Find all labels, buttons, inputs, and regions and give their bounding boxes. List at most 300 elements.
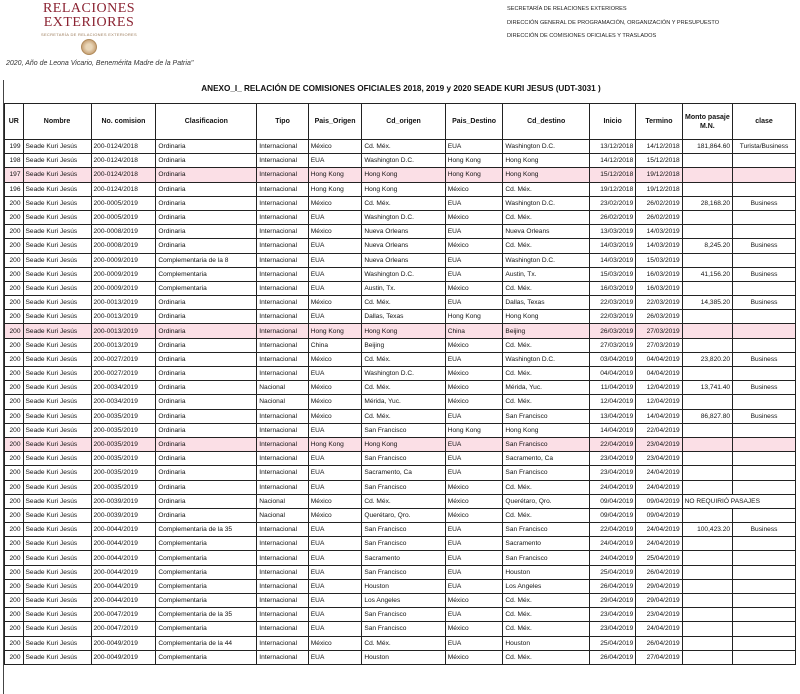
cell-termino: 27/04/2019 — [636, 650, 682, 664]
cell-cd-origen: Los Angeles — [362, 594, 445, 608]
cell-pais-origen: México — [308, 395, 362, 409]
cell-cd-origen: Washington D.C. — [362, 154, 445, 168]
cell-tipo: Internacional — [257, 622, 308, 636]
cell-pais-destino: EUA — [445, 608, 503, 622]
cell-termino: 14/04/2019 — [636, 409, 682, 423]
cell-monto — [682, 466, 732, 480]
cell-cd-destino: Querétaro, Qro. — [503, 494, 590, 508]
cell-nombre: Seade Kuri Jesús — [23, 225, 91, 239]
table-row — [5, 579, 796, 593]
cell-pais-destino: EUA — [445, 636, 503, 650]
cell-pais-destino: México — [445, 480, 503, 494]
cell-pais-origen: Hong Kong — [308, 182, 362, 196]
cell-inicio: 23/04/2019 — [589, 622, 635, 636]
cell-nombre: Seade Kuri Jesús — [23, 466, 91, 480]
cell-cd-destino: Cd. Méx. — [503, 210, 590, 224]
table-row — [5, 551, 796, 565]
table-row — [5, 281, 796, 295]
cell-pais-origen: EUA — [308, 622, 362, 636]
col-header-inicio: Inicio — [589, 104, 635, 140]
cell-inicio: 09/04/2019 — [589, 508, 635, 522]
cell-tipo: Internacional — [257, 296, 308, 310]
cell-ur: 200 — [5, 423, 24, 437]
cell-cd-origen: San Francisco — [362, 622, 445, 636]
cell-clase: Business — [733, 352, 796, 366]
cell-inicio: 23/04/2019 — [589, 466, 635, 480]
cell-ur: 200 — [5, 352, 24, 366]
cell-pais-origen: EUA — [308, 267, 362, 281]
cell-termino: 26/02/2019 — [636, 210, 682, 224]
cell-clasificacion: Complementaria de la 44 — [156, 636, 257, 650]
table-body — [5, 140, 796, 665]
cell-ur: 200 — [5, 480, 24, 494]
cell-monto — [682, 551, 732, 565]
cell-no-comision: 200-0009/2019 — [91, 267, 156, 281]
cell-inicio: 22/03/2019 — [589, 296, 635, 310]
cell-clase — [733, 622, 796, 636]
cell-monto — [682, 480, 732, 494]
cell-inicio: 24/04/2019 — [589, 551, 635, 565]
cell-cd-origen: San Francisco — [362, 608, 445, 622]
cell-cd-origen: Washington D.C. — [362, 267, 445, 281]
cell-tipo: Internacional — [257, 352, 308, 366]
cell-pais-origen: EUA — [308, 423, 362, 437]
cell-ur: 200 — [5, 650, 24, 664]
cell-pais-destino: EUA — [445, 579, 503, 593]
cell-clase — [733, 636, 796, 650]
cell-clasificacion: Ordinaria — [156, 508, 257, 522]
cell-ur: 200 — [5, 267, 24, 281]
cell-ur: 200 — [5, 381, 24, 395]
cell-monto — [682, 324, 732, 338]
cell-cd-origen: Cd. Méx. — [362, 140, 445, 154]
table-row — [5, 296, 796, 310]
cell-pais-destino: México — [445, 650, 503, 664]
cell-clasificacion: Ordinaria — [156, 367, 257, 381]
cell-pais-destino: México — [445, 338, 503, 352]
col-header-cd-origen: Cd_origen — [362, 104, 445, 140]
cell-monto — [682, 395, 732, 409]
cell-pais-destino: EUA — [445, 409, 503, 423]
cell-inicio: 14/03/2019 — [589, 239, 635, 253]
cell-nombre: Seade Kuri Jesús — [23, 594, 91, 608]
cell-clasificacion: Complementaria — [156, 594, 257, 608]
table-row — [5, 239, 796, 253]
cell-nombre: Seade Kuri Jesús — [23, 210, 91, 224]
cell-inicio: 13/03/2019 — [589, 225, 635, 239]
cell-tipo: Internacional — [257, 168, 308, 182]
logo-subtitle: SECRETARÍA DE RELACIONES EXTERIORES — [40, 32, 137, 37]
cell-clase — [733, 210, 796, 224]
cell-monto — [682, 182, 732, 196]
cell-no-comision: 200-0034/2019 — [91, 395, 156, 409]
cell-inicio: 04/04/2019 — [589, 367, 635, 381]
cell-nombre: Seade Kuri Jesús — [23, 523, 91, 537]
cell-nombre: Seade Kuri Jesús — [23, 168, 91, 182]
cell-clasificacion: Ordinaria — [156, 452, 257, 466]
cell-termino: 12/04/2019 — [636, 381, 682, 395]
cell-cd-origen: Nueva Orleans — [362, 253, 445, 267]
cell-pais-destino: EUA — [445, 140, 503, 154]
cell-pais-origen: Hong Kong — [308, 437, 362, 451]
cell-cd-origen: Sacramento — [362, 551, 445, 565]
cell-termino: 29/04/2019 — [636, 594, 682, 608]
cell-pais-destino: Hong Kong — [445, 168, 503, 182]
cell-pais-destino: EUA — [445, 196, 503, 210]
cell-cd-origen: Querétaro, Qro. — [362, 508, 445, 522]
cell-clase — [733, 508, 796, 522]
table-row — [5, 395, 796, 409]
cell-monto — [682, 579, 732, 593]
cell-clasificacion: Complementaria — [156, 267, 257, 281]
cell-clase: Business — [733, 409, 796, 423]
cell-cd-destino: Cd. Méx. — [503, 239, 590, 253]
cell-cd-destino: Washington D.C. — [503, 253, 590, 267]
cell-cd-destino: Washington D.C. — [503, 352, 590, 366]
cell-inicio: 23/02/2019 — [589, 196, 635, 210]
cell-no-comision: 200-0124/2018 — [91, 182, 156, 196]
cell-inicio: 14/12/2018 — [589, 154, 635, 168]
table-row — [5, 452, 796, 466]
cell-ur: 200 — [5, 466, 24, 480]
sre-logo — [34, 2, 144, 55]
table-row — [5, 338, 796, 352]
cell-clasificacion: Complementaria — [156, 579, 257, 593]
cell-tipo: Internacional — [257, 281, 308, 295]
cell-clasificacion: Ordinaria — [156, 140, 257, 154]
cell-ur: 196 — [5, 182, 24, 196]
cell-monto: 181,864.60 — [682, 140, 732, 154]
cell-clasificacion: Ordinaria — [156, 296, 257, 310]
cell-inicio: 26/02/2019 — [589, 210, 635, 224]
table-row — [5, 650, 796, 664]
cell-clasificacion: Ordinaria — [156, 168, 257, 182]
cell-pais-origen: México — [308, 494, 362, 508]
cell-clasificacion: Complementaria — [156, 537, 257, 551]
cell-inicio: 23/04/2019 — [589, 608, 635, 622]
cell-pais-origen: México — [308, 636, 362, 650]
cell-cd-origen: Hong Kong — [362, 437, 445, 451]
cell-tipo: Internacional — [257, 154, 308, 168]
cell-inicio: 16/03/2019 — [589, 281, 635, 295]
cell-ur: 200 — [5, 551, 24, 565]
cell-pais-origen: EUA — [308, 523, 362, 537]
cell-no-comision: 200-0124/2018 — [91, 168, 156, 182]
cell-pais-origen: EUA — [308, 154, 362, 168]
cell-inicio: 19/12/2018 — [589, 182, 635, 196]
dept-line-2: DIRECCIÓN GENERAL DE PROGRAMACIÓN, ORGANIZACIÓN Y PRESUPUESTO — [507, 20, 720, 26]
cell-pais-destino: EUA — [445, 352, 503, 366]
cell-nombre: Seade Kuri Jesús — [23, 267, 91, 281]
cell-nombre: Seade Kuri Jesús — [23, 650, 91, 664]
cell-monto — [682, 437, 732, 451]
cell-inicio: 29/04/2019 — [589, 594, 635, 608]
cell-clase: Business — [733, 381, 796, 395]
cell-cd-origen: Hong Kong — [362, 182, 445, 196]
cell-nombre: Seade Kuri Jesús — [23, 296, 91, 310]
cell-clase: Business — [733, 296, 796, 310]
cell-inicio: 03/04/2019 — [589, 352, 635, 366]
cell-nombre: Seade Kuri Jesús — [23, 281, 91, 295]
cell-pais-destino: EUA — [445, 452, 503, 466]
cell-clasificacion: Complementaria — [156, 650, 257, 664]
cell-cd-origen: Cd. Méx. — [362, 296, 445, 310]
cell-cd-destino: Hong Kong — [503, 154, 590, 168]
cell-cd-destino: Cd. Méx. — [503, 367, 590, 381]
cell-monto: 14,385.20 — [682, 296, 732, 310]
cell-inicio: 26/04/2019 — [589, 650, 635, 664]
cell-ur: 200 — [5, 537, 24, 551]
cell-pais-origen: EUA — [308, 310, 362, 324]
cell-termino: 14/12/2018 — [636, 140, 682, 154]
col-header-tipo: Tipo — [257, 104, 308, 140]
cell-ur: 199 — [5, 140, 24, 154]
cell-clase — [733, 537, 796, 551]
cell-clase — [733, 650, 796, 664]
cell-termino: 24/04/2019 — [636, 466, 682, 480]
cell-cd-origen: Cd. Méx. — [362, 409, 445, 423]
cell-nombre: Seade Kuri Jesús — [23, 622, 91, 636]
cell-clase — [733, 423, 796, 437]
cell-no-comision: 200-0044/2019 — [91, 594, 156, 608]
cell-no-comision: 200-0047/2019 — [91, 608, 156, 622]
cell-no-comision: 200-0039/2019 — [91, 508, 156, 522]
cell-monto — [682, 508, 732, 522]
col-header-termino: Termino — [636, 104, 682, 140]
cell-ur: 200 — [5, 622, 24, 636]
cell-clasificacion: Ordinaria — [156, 437, 257, 451]
table-row — [5, 225, 796, 239]
cell-clase — [733, 608, 796, 622]
cell-pais-destino: EUA — [445, 523, 503, 537]
cell-clase — [733, 395, 796, 409]
cell-inicio: 26/03/2019 — [589, 324, 635, 338]
cell-clasificacion: Ordinaria — [156, 196, 257, 210]
cell-no-comision: 200-0013/2019 — [91, 310, 156, 324]
cell-no-comision: 200-0013/2019 — [91, 296, 156, 310]
cell-cd-origen: San Francisco — [362, 537, 445, 551]
cell-monto — [682, 423, 732, 437]
cell-termino: 09/04/2019 — [636, 508, 682, 522]
cell-termino: 14/03/2019 — [636, 239, 682, 253]
cell-cd-origen: San Francisco — [362, 523, 445, 537]
cell-nombre: Seade Kuri Jesús — [23, 494, 91, 508]
cell-cd-destino: Cd. Méx. — [503, 395, 590, 409]
cell-nombre: Seade Kuri Jesús — [23, 239, 91, 253]
table-row — [5, 409, 796, 423]
cell-cd-destino: Cd. Méx. — [503, 622, 590, 636]
table-row — [5, 594, 796, 608]
cell-tipo: Nacional — [257, 395, 308, 409]
cell-termino: 27/03/2019 — [636, 324, 682, 338]
cell-ur: 200 — [5, 523, 24, 537]
cell-nombre: Seade Kuri Jesús — [23, 608, 91, 622]
cell-tipo: Internacional — [257, 594, 308, 608]
cell-clasificacion: Ordinaria — [156, 310, 257, 324]
cell-clasificacion: Ordinaria — [156, 423, 257, 437]
cell-pais-origen: EUA — [308, 253, 362, 267]
cell-clasificacion: Ordinaria — [156, 381, 257, 395]
cell-no-comision: 200-0044/2019 — [91, 565, 156, 579]
col-header-no-comision: No. comision — [91, 104, 156, 140]
cell-pais-origen: EUA — [308, 565, 362, 579]
cell-tipo: Internacional — [257, 480, 308, 494]
cell-cd-destino: Nueva Orleans — [503, 225, 590, 239]
cell-clase — [733, 437, 796, 451]
cell-monto: 86,827.80 — [682, 409, 732, 423]
cell-nombre: Seade Kuri Jesús — [23, 409, 91, 423]
cell-no-comision: 200-0005/2019 — [91, 210, 156, 224]
cell-pais-destino: México — [445, 594, 503, 608]
cell-cd-origen: Houston — [362, 650, 445, 664]
table-row — [5, 154, 796, 168]
cell-inicio: 27/03/2019 — [589, 338, 635, 352]
cell-nombre: Seade Kuri Jesús — [23, 253, 91, 267]
cell-ur: 197 — [5, 168, 24, 182]
cell-cd-origen: Hong Kong — [362, 168, 445, 182]
cell-ur: 200 — [5, 437, 24, 451]
table-row — [5, 310, 796, 324]
cell-clase — [733, 466, 796, 480]
cell-tipo: Internacional — [257, 579, 308, 593]
cell-no-comision: 200-0013/2019 — [91, 324, 156, 338]
cell-termino: 27/03/2019 — [636, 338, 682, 352]
cell-pais-origen: EUA — [308, 452, 362, 466]
cell-cd-origen: Houston — [362, 579, 445, 593]
cell-monto: 23,820.20 — [682, 352, 732, 366]
cell-clasificacion: Ordinaria — [156, 480, 257, 494]
cell-clase — [733, 367, 796, 381]
cell-termino: 12/04/2019 — [636, 395, 682, 409]
cell-clase — [733, 480, 796, 494]
cell-nombre: Seade Kuri Jesús — [23, 579, 91, 593]
cell-cd-origen: Nueva Orleans — [362, 239, 445, 253]
table-row — [5, 437, 796, 451]
cell-cd-origen: Austin, Tx. — [362, 281, 445, 295]
cell-inicio: 09/04/2019 — [589, 494, 635, 508]
cell-clasificacion: Ordinaria — [156, 352, 257, 366]
cell-cd-destino: San Francisco — [503, 466, 590, 480]
cell-tipo: Internacional — [257, 267, 308, 281]
cell-termino: 09/04/2019 — [636, 494, 682, 508]
cell-nombre: Seade Kuri Jesús — [23, 636, 91, 650]
cell-inicio: 23/04/2019 — [589, 452, 635, 466]
cell-cd-destino: Washington D.C. — [503, 196, 590, 210]
cell-pais-origen: México — [308, 352, 362, 366]
cell-clase — [733, 338, 796, 352]
cell-inicio: 15/03/2019 — [589, 267, 635, 281]
cell-monto: 8,245.20 — [682, 239, 732, 253]
cell-pais-destino: EUA — [445, 551, 503, 565]
cell-nombre: Seade Kuri Jesús — [23, 551, 91, 565]
cell-pais-origen: EUA — [308, 367, 362, 381]
cell-pais-origen: México — [308, 140, 362, 154]
cell-pais-destino: México — [445, 395, 503, 409]
cell-ur: 200 — [5, 452, 24, 466]
table-row — [5, 494, 796, 508]
cell-monto — [682, 636, 732, 650]
cell-ur: 200 — [5, 494, 24, 508]
cell-tipo: Internacional — [257, 537, 308, 551]
cell-inicio: 14/03/2019 — [589, 253, 635, 267]
cell-cd-destino: Houston — [503, 565, 590, 579]
table-row — [5, 622, 796, 636]
cell-inicio: 13/04/2019 — [589, 409, 635, 423]
cell-cd-destino: Washington D.C. — [503, 140, 590, 154]
cell-no-comision: 200-0035/2019 — [91, 452, 156, 466]
cell-tipo: Internacional — [257, 182, 308, 196]
cell-no-comision: 200-0008/2019 — [91, 225, 156, 239]
cell-no-comision: 200-0049/2019 — [91, 636, 156, 650]
cell-pais-destino: México — [445, 494, 503, 508]
cell-termino: 16/03/2019 — [636, 281, 682, 295]
cell-inicio: 15/12/2018 — [589, 168, 635, 182]
cell-pais-destino: México — [445, 381, 503, 395]
cell-monto: 41,156.20 — [682, 267, 732, 281]
cell-ur: 200 — [5, 409, 24, 423]
cell-monto — [682, 594, 732, 608]
cell-nombre: Seade Kuri Jesús — [23, 182, 91, 196]
cell-pais-destino: EUA — [445, 296, 503, 310]
cell-monto — [682, 608, 732, 622]
cell-nombre: Seade Kuri Jesús — [23, 423, 91, 437]
cell-termino: 25/04/2019 — [636, 551, 682, 565]
table-row — [5, 324, 796, 338]
table-row — [5, 508, 796, 522]
cell-clase — [733, 281, 796, 295]
seal-icon — [81, 39, 97, 55]
cell-tipo: Internacional — [257, 409, 308, 423]
cell-cd-origen: Mérida, Yuc. — [362, 395, 445, 409]
cell-pais-origen: EUA — [308, 480, 362, 494]
cell-tipo: Internacional — [257, 225, 308, 239]
cell-cd-destino: Houston — [503, 636, 590, 650]
cell-clasificacion: Ordinaria — [156, 466, 257, 480]
cell-nombre: Seade Kuri Jesús — [23, 352, 91, 366]
cell-pais-origen: Hong Kong — [308, 324, 362, 338]
cell-ur: 200 — [5, 594, 24, 608]
cell-clase: Business — [733, 239, 796, 253]
cell-nombre: Seade Kuri Jesús — [23, 367, 91, 381]
cell-cd-destino: Cd. Méx. — [503, 650, 590, 664]
cell-cd-origen: Nueva Orleans — [362, 225, 445, 239]
cell-monto — [682, 367, 732, 381]
cell-nombre: Seade Kuri Jesús — [23, 324, 91, 338]
cell-clasificacion: Complementaria de la 35 — [156, 608, 257, 622]
logo-line-1: RELACIONES — [42, 1, 136, 16]
cell-nombre: Seade Kuri Jesús — [23, 310, 91, 324]
cell-pais-destino: EUA — [445, 253, 503, 267]
cell-tipo: Internacional — [257, 437, 308, 451]
cell-inicio: 24/04/2019 — [589, 537, 635, 551]
cell-ur: 200 — [5, 296, 24, 310]
cell-clase: Business — [733, 523, 796, 537]
cell-ur: 200 — [5, 636, 24, 650]
cell-cd-destino: San Francisco — [503, 523, 590, 537]
cell-cd-destino: Austin, Tx. — [503, 267, 590, 281]
cell-no-comision: 200-0044/2019 — [91, 523, 156, 537]
cell-cd-origen: Cd. Méx. — [362, 196, 445, 210]
cell-pais-origen: EUA — [308, 650, 362, 664]
cell-no-comision: 200-0124/2018 — [91, 140, 156, 154]
cell-cd-origen: San Francisco — [362, 565, 445, 579]
cell-clasificacion: Complementaria — [156, 565, 257, 579]
cell-pais-destino: EUA — [445, 267, 503, 281]
cell-pais-origen: México — [308, 196, 362, 210]
cell-cd-destino: Cd. Méx. — [503, 594, 590, 608]
table-row — [5, 367, 796, 381]
table-row — [5, 423, 796, 437]
